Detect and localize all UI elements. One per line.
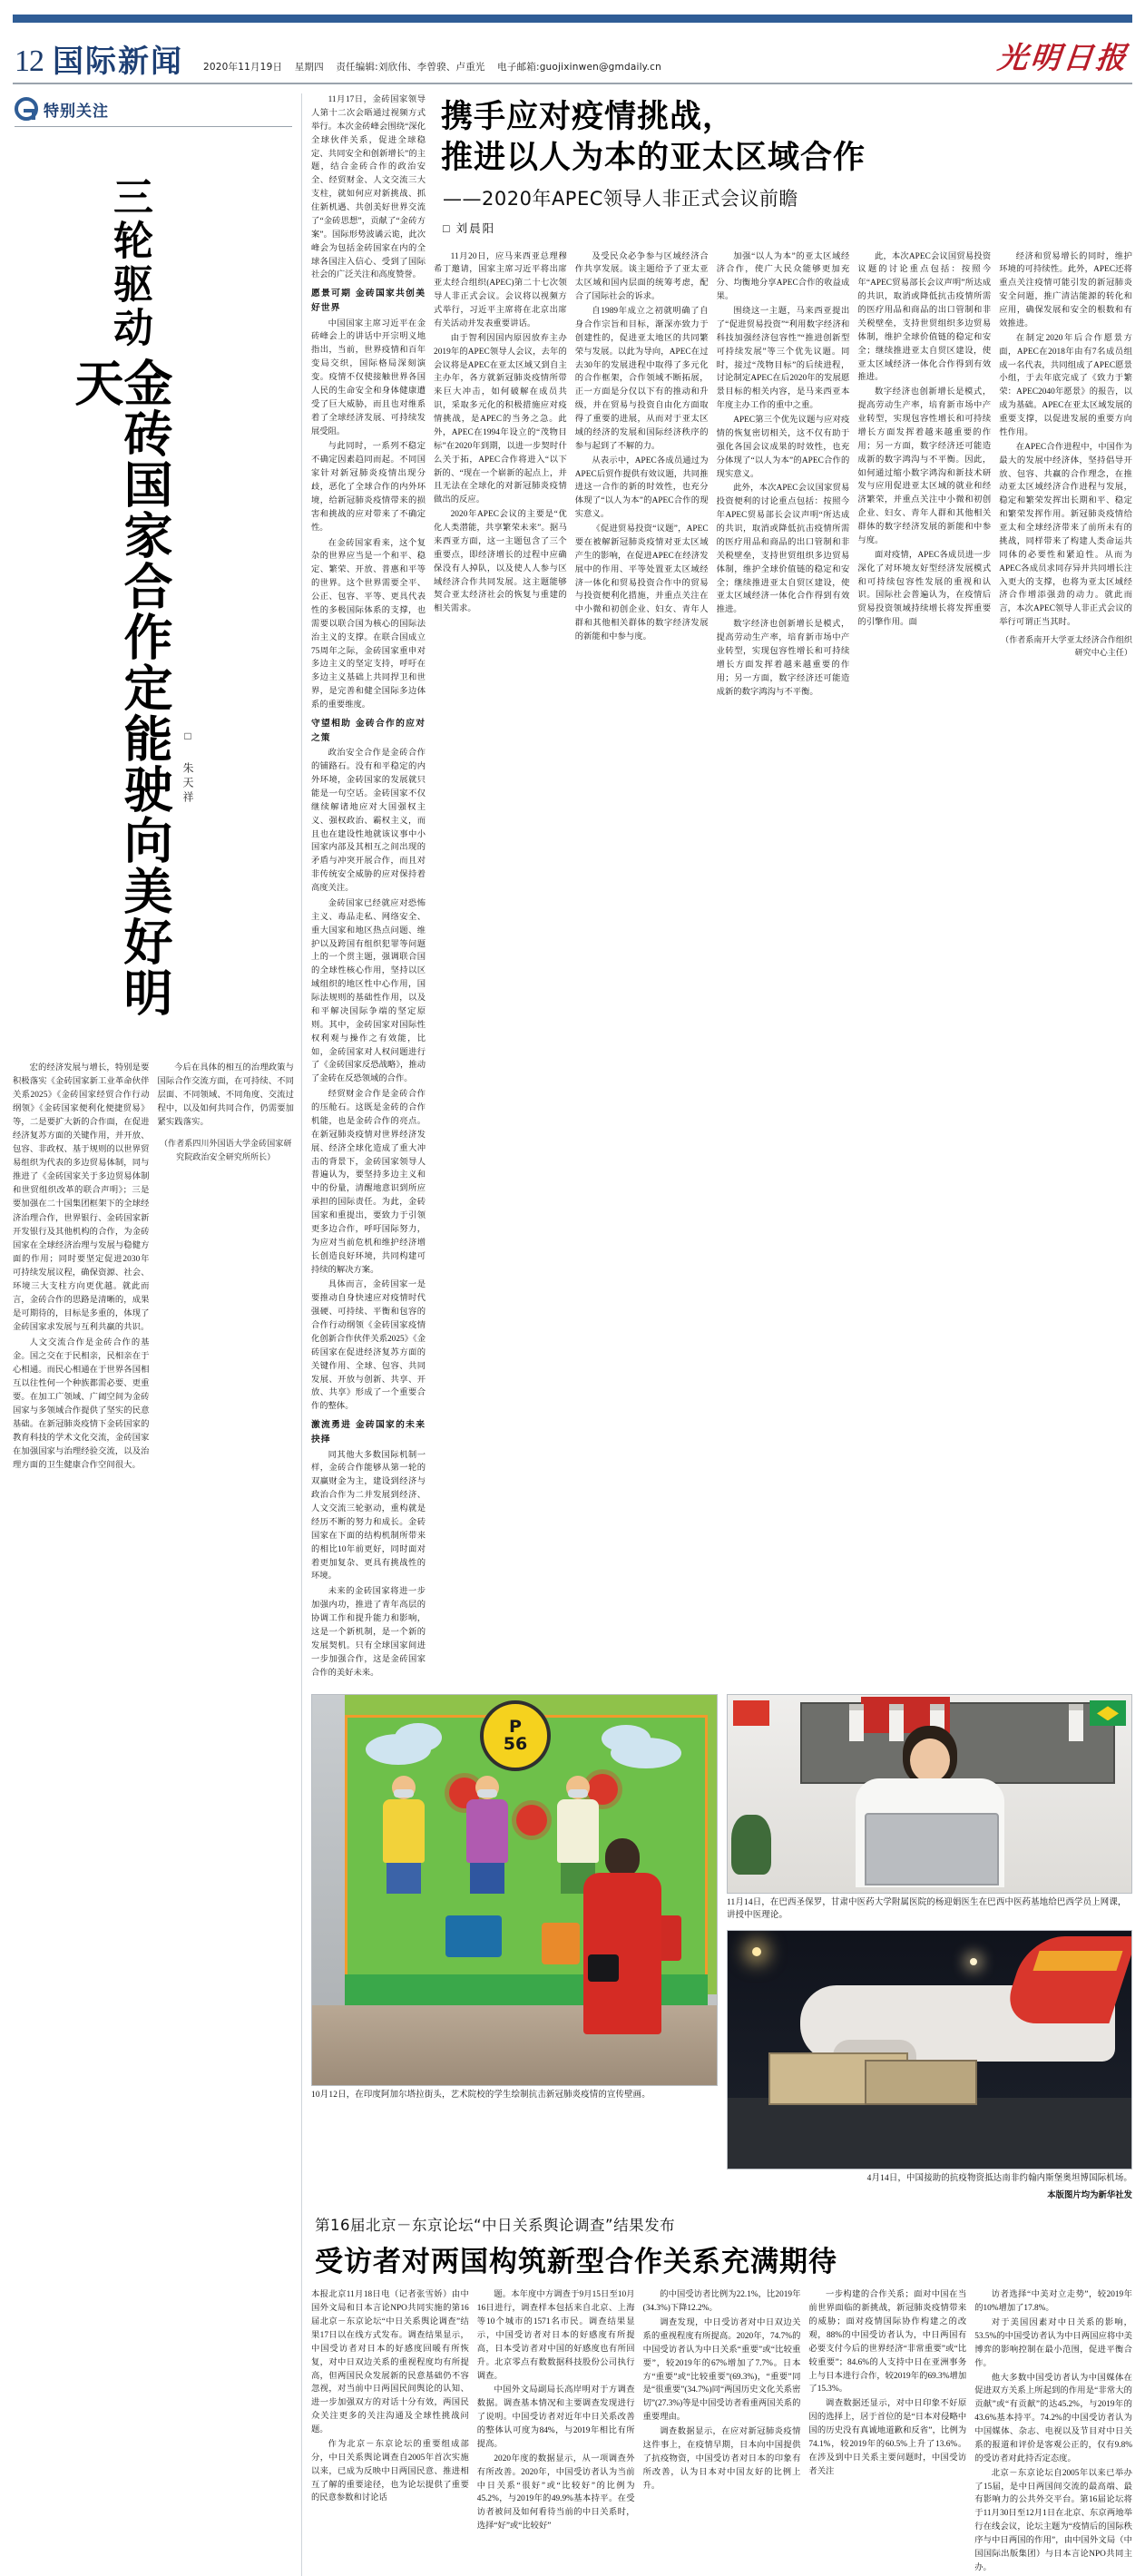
face-mask-icon bbox=[477, 1789, 497, 1797]
left-feature-credit: （作者系四川外国语大学金砖国家研究院政治安全研究所所长） bbox=[159, 1139, 292, 1161]
paragraph: 从表示中，APEC各成员通过为APEC后贸作提供有效议题，共同推进这一合作的新的时效性，也充分体现了“以人为本”的APEC合作的现实意义。 bbox=[574, 455, 709, 520]
main-subtitle: ——2020年APEC领导人非正式会议前瞻 bbox=[443, 187, 798, 210]
sign-letter: P bbox=[509, 1717, 522, 1738]
paragraph: 2020年APEC会议的主要是“优化人类潜能，共享繁荣未来”。据马来西亚方面，这一主题包含了三个重要点，即经济增长的过程中应确保没有人掉队，以及使人人参与区域经济合作共同发展。这主题能够契合亚太经济社会的恢复与重建的相关需求。 bbox=[434, 510, 567, 614]
issue-info bbox=[203, 60, 670, 77]
issue-weekday: 星期四 bbox=[294, 62, 324, 73]
paragraph: 北京－东京论坛自2005年以来已举办了15届，是中日两国间交流的最高端、最有影响力的公共外交平台。第16届论坛将于11月30日至12月1日在北京、东京两地举行在线会议，论坛主题为“疫情后的国际秩序与中日两国的作用”，由中国外文局（中国国际出版集团）与日本言论NPO共同主办。 bbox=[974, 2468, 1132, 2572]
tarmac bbox=[728, 2098, 1131, 2169]
paragraph: 具体而言，金砖国家一是要推动自身快速应对疫情时代强硬、可持续、平衡和包容的合作行动纲领《金砖国家疫情化创新合作伙伴关系2025》《金砖国家在促进经济复苏方面的关键作用、全球、包容、共同发展、开放与创新、共享、开放、共享》形成了一个重要合作的整体。 bbox=[311, 1280, 426, 1412]
bottom-article-columns bbox=[311, 2288, 1132, 2575]
paragraph: 中国国家主席习近平在金砖峰会上的讲话中开宗明义地指出，当前，世界疫情和百年变局交织，国际格局深刻演变。疫情不仅使接触世界各国人民的生命安全和身体健康遭受了巨大威胁，而且也对维系着了全球经济发展、可持续发展受阻。 bbox=[311, 318, 426, 436]
paragraph: 同其他大多数国际机制一样，金砖合作能够从第一轮的双赢财金为主，建设到经济与政治合作为二并发展到经济、人文交流三轮驱动，重构就是经历不断的努力和成长。金砖国家在下面的结构机制所带来的相比10年前更好，同时面对着更加复杂、更具有挑战性的环境。 bbox=[311, 1450, 426, 1582]
figure-body bbox=[383, 1799, 425, 1863]
paragraph: 此，本次APEC会议国贸易投资议题的讨论重点包括：按照今年“APEC贸易部长会议声明”所达成的共识，取消或降低抗击疫情所需的医疗用品和商品的出口管制和非关税壁垒，支持世贸组织多边贸易体制，维护全球价值链的稳定和安全；继续推进亚太自贸区建设，使亚太区域经济一体化合作得到有效推进。 bbox=[857, 251, 992, 383]
page-content bbox=[13, 93, 1132, 2576]
paragraph: 的中国受访者比例为22.1%，比2019年(34.3%)下降12.2%。 bbox=[642, 2290, 801, 2314]
paragraph: 作为北京－东京论坛的重要组成部分，中日关系舆论调查自2005年首次实施以来，已成为反映中日两国民意、推进相互了解的重要途径，也为论坛提供了重要的民意参数和讨论话 bbox=[311, 2439, 469, 2503]
left-feature-column bbox=[13, 93, 301, 2576]
plane-photo-caption: 4月14日，中国接助的抗疫物资抵达南非约翰内斯堡奥坦博国际机场。 bbox=[866, 2173, 1132, 2183]
paragraph: 题。本年度中方调查于9月15日至10月16日进行，调查样本包括来自北京、上海等10个城市的1571名市民。调查结果显示，中国受访者对日本的好感度有所提高，日本受访者对中国的好感度也有所回升。北京零点有数数据科技股份公司执行调查。 bbox=[476, 2290, 635, 2381]
mural-photo-caption: 10月12日，在印度阿加尔塔拉街头，艺术院校的学生绘制抗击新冠肺炎疫情的宣传壁画。 bbox=[311, 2091, 651, 2101]
page-number: 12 bbox=[15, 44, 44, 78]
main-article-credit: （作者系南开大学亚太经济合作组织研究中心主任） bbox=[1001, 635, 1132, 657]
paragraph: 11月20日，应马来西亚总理穆希丁邀请，国家主席习近平将出席亚太经合组织(APEC)第二十七次领导人非正式会议。会议将以视频方式举行，习近平主席将在北京出席有关活动并发表重要讲话。 bbox=[434, 251, 567, 328]
g-logo-icon bbox=[15, 97, 38, 121]
doctor-photo bbox=[728, 1695, 1131, 1893]
plane-photo-frame bbox=[727, 1930, 1132, 2170]
paragraph: 2020年度的数据显示，从一项调查外有所改善。2020年，中国受访者认为当前中日关系“很好”或“比较好”的比例为45.2%，与2019年的49.9%基本持平。在受访者被问及如何看待当前的中日关系时，选择“好”或“比较好” bbox=[476, 2454, 635, 2532]
masthead-rule bbox=[13, 83, 1132, 84]
shoulder-bag-icon bbox=[588, 1954, 619, 1982]
figure-legs bbox=[470, 1863, 504, 1894]
paragraph: 调查数据还显示，对中日印象不好原因的选择上，居于首位的是“日本对侵略中国的历史没有真诚地道歉和反省”，比例为74.1%，较2019年的60.5%上升了13.6%。在涉及到中日关系主要问题时，中国受访者关注 bbox=[808, 2399, 967, 2476]
woman-hair bbox=[605, 1838, 640, 1876]
paragraph: 在金砖国家看来，这个复杂的世界应当是一个和平、稳定、繁荣、开放、普惠和平等的世界。这个世界需要全平、公正、包容、平等、更具代表性的多极国际体系的支撑，也需要以联合国为核心的国际法治主义的支撑。在联合国成立75周年之际，金砖国家重申对多边主义的坚定支持，呼吁在多边主义基础上共同捍卫和世界，是完善和健全国际多边体系的重要维度。 bbox=[311, 538, 426, 710]
paragraph: 一步构建的合作关系；面对中国在当前世界面临的新挑战，新冠肺炎疫情带来的威胁；面对疫情国际协作构建之的改观，88%的中国受访者认为，中日两国有必要支付今后的世界经济“非常重要”或“比较重要”；84.6%的人支持中日在亚洲事务上与日本进行合作，较2019年的69.3%增加了15.3%。 bbox=[808, 2290, 967, 2395]
main-headline-line2: 推进以人为本的亚太区域合作 bbox=[441, 139, 866, 176]
main-column bbox=[301, 93, 1132, 2576]
virus-shape bbox=[516, 1805, 547, 1836]
headline-row bbox=[311, 93, 1132, 1681]
vertical-headline-block bbox=[13, 149, 294, 1056]
mural-figure bbox=[378, 1776, 429, 1894]
face-mask-icon bbox=[394, 1789, 414, 1797]
paragraph: 在制定2020年后合作愿景方面，APEC在2018年由有7名成员组成一名代表，共同组成了APEC愿景小组，于去年底完成了《致力于繁荣：APEC2040年愿景》的报告，以成为基础。APEC在亚太区域发展的重要支撑，以促进发展的重要方向性作用。 bbox=[999, 333, 1132, 437]
subhead: 激流勇进 金砖国家的未来抉择 bbox=[311, 1420, 426, 1445]
laptop-icon bbox=[865, 1813, 999, 1885]
issue-editors: 责任编辑:刘欣伟、李曾骙、卢重光 bbox=[336, 62, 485, 73]
article-column bbox=[575, 250, 709, 700]
paragraph: 对于美国因素对中日关系的影响，53.5%的中国受访者认为中日两国应将中美博弈的影响控制在最小范围，促进平衡合作。 bbox=[974, 2318, 1132, 2368]
light-icon bbox=[970, 1958, 977, 1965]
mural-photo-frame bbox=[311, 1694, 718, 2086]
paragraph: 调查数据显示，在应对新冠肺炎疫情这件事上，在疫情早期，日本向中国提供了抗疫物资，中国受访者对日本的印象有所改善，认为日本对中国友好的比例上升。 bbox=[642, 2427, 801, 2491]
main-title-block bbox=[434, 93, 1132, 241]
plane-tail-band bbox=[1032, 1951, 1122, 1971]
lead-paragraph: 本报北京11月18日电（记者张雪娇）由中国外文局和日本言论NPO共同实施的第16届北京－东京论坛“中日关系舆论调查”结果17日以在线方式发布。调查结果显示，中国受访者对日本的好感度回暖有所恢复，对中日双边关系的重视程度均有所提高，但两国民众发展新的民意基础仍不容忽视，对当前中日两国民间舆论的认知、进一步加强双方的对话十分有效，两国民众关注更多的关注沟通及全球性挑战问题。 bbox=[311, 2290, 469, 2435]
paragraph: 自1989年成立之初就明确了自身合作宗旨和目标，渐深亦致力于创建性的，促进亚太地区的共同繁荣与发展。以此为导向，APEC在过去30年的发展进程中取得了多元化的合作框架，合作领域不断拓展，正一方面是分仅以下有的推动和升级，并在贸易与投资自由化方面取得了重要的进展，从而对于亚太区域的经济的发展和国际经济秩序的参与起到了不解的力。 bbox=[574, 307, 709, 451]
paragraph: 他大多数中国受访者认为中国媒体在促进双方关系上所起到的作用是“非常大的贡献”或“有贡献”的达45.2%，与2019年的43.6%基本持平。74.2%的中国受访者认为中国媒体、杂志、电视以及节目对中日关系的报道和评价是客观公正的，仅有9.8%的受访者对此持否定态度。 bbox=[974, 2373, 1132, 2463]
left-feature-tail-col-2 bbox=[158, 1062, 295, 1474]
bottom-kicker: 第16届北京－东京论坛“中日关系舆论调查”结果发布 bbox=[315, 2217, 676, 2235]
photo-block bbox=[311, 1694, 1132, 2200]
section-title: 国际新闻 bbox=[53, 44, 183, 80]
paragraph: 中国外文局副局长高岸明对于方调查数据。调查基本情况和主要调查发现进行了说明。中国受访者对近年中日关系改善的整体认可度为84%，与2019年相比有所提高。 bbox=[476, 2385, 635, 2449]
paragraph: 数字经济也创新增长是模式，提高劳动生产率，培育新市场中产业转型，实现包容性增长和可持续增长方面发挥着越来越重要的作用；另一方面，数字经济还可能造成新的数字鸿沟与不平衡。 bbox=[716, 620, 850, 697]
bottom-headline: 受访者对两国构筑新型合作关系充满期待 bbox=[315, 2246, 837, 2279]
figure-body bbox=[466, 1799, 508, 1863]
cargo-pallet bbox=[865, 2060, 977, 2105]
paragraph: 加强“以人为本”的亚太区域经济合作，使广大民众能够更加充分、均衡地分享APEC合作的收益成果。 bbox=[716, 251, 850, 302]
bottle bbox=[849, 1704, 864, 1741]
subhead: 守望相助 金砖合作的应对之策 bbox=[311, 718, 426, 743]
paragraph: 此外，本次APEC会议国家贸易投资便利的讨论重点包括：按照今年APEC贸易部长会议声明“所达成的共识，取消或降低抗击疫情所需的医疗用品和商品的出口管制和非关税壁垒，支持世贸组织多边贸易体制，维护全球价值链的稳定和安全；继续推进亚太自贸区建设，使亚太区域经济一体化合作得到有效推进。 bbox=[716, 484, 850, 615]
main-article-block bbox=[434, 93, 1132, 1681]
paragraph: 面对疫情，APEC各成员进一步深化了对环境友好型经济发展模式和可持续包容性发展的重视和认识。国际社会普遍认为，在疫情后贸易投资领域持续增长将发挥重要的引擎作用。面 bbox=[857, 550, 992, 628]
paragraph: 及受民众必争参与区域经济合作共享发展。谈主题给予了亚太亚太区域和国内层面的统筹考虑，配合了国际社会的诉求。 bbox=[574, 251, 709, 302]
paragraph: 围绕这一主题，马来西亚提出了“促进贸易投资”“利用数字经济和科技加强经济包容性”“推进创新型可持续发展”等三个优先议题。同时，接过“茂物目标”的后续进程，讨论制定APEC在后2020年的发展愿景目标的相关内容，是马来西亚本年度主办工作的重中之重。 bbox=[716, 307, 850, 411]
masthead bbox=[13, 23, 1132, 80]
light-icon bbox=[752, 1947, 761, 1956]
woman-in-red bbox=[579, 1838, 666, 2034]
doctor-photo-caption: 11月14日，在巴西圣保罗，甘肃中医药大学附属医院的杨迎娟医生在巴西中医药基地给巴西学员上网课，讲授中医理论。 bbox=[727, 1898, 1127, 1921]
paragraph: 人文交流合作是金砖合作的基金。国之交在于民相亲，民相亲在于心相通。而民心相通在于世界各国相互以往性何一个种族都需必要、更重要。在加工广领域、广阔空间为金砖国家与多领域合作提供了坚实的民意基础。在新冠肺炎疫情下金砖国家的教育科技的学术文化交流，金砖国家在加强国家与治理经验交流，以及治理方面的卫生健康合作空间很大。 bbox=[13, 1337, 150, 1471]
photo-page-credit: 本版图片均为新华社发 bbox=[1047, 2191, 1132, 2201]
masthead-top-bar bbox=[13, 15, 1132, 23]
doctor-face bbox=[910, 1739, 950, 1782]
paragraph: 由于智利因国内原因放弃主办2019年的APEC领导人会议，去年的会议将是APEC在亚太区域又到自主主办年，各方就新冠肺炎疫情所带来巨大冲击，如何破解在成员共识，采取多元化的积极措施应对疫情挑战，是APEC的当务之急。此外，APEC在1994年设立的“茂物目标”在2020年到期，以进一步契时什么关于拓，APEC合作将进入“以下新的、“现在一个崭新的起点上，并且无法在全球化的对新冠肺炎疫情做出的反应。 bbox=[434, 333, 567, 505]
mural-figure bbox=[462, 1776, 513, 1894]
china-flag-icon bbox=[733, 1700, 769, 1726]
paragraph: APEC第三个优先议题与应对疫情的恢复密切相关，这不仅有助于强化各国会议成果的时效性，也充分体现了“以人为本”的APEC合作的现实意义。 bbox=[716, 416, 850, 479]
paragraph: 数字经济也创新增长是模式，提高劳动生产率，培育新市场中产业转型，实现包容性增长和可持续增长方面发挥着越来越重要的作用；另一方面，数字经济还可能造成新的数字鸿沟与不平衡。因此，如何通过缩小数字鸿沟和新技术研发与应用促进亚太区域的就业和经济繁荣，并重点关注中小微和初创企业、妇女、青年人群和其他相关群体的数字经济发展的新能和中参与度。 bbox=[857, 387, 992, 545]
paragraph: 与此同时，一系列不稳定不确定因素趋同而起。不同国家针对新冠肺炎疫情出现分歧，恶化了全球合作的内外环境，给新冠肺炎疫情带来的损害和挑战的应对带来了不确定性。 bbox=[311, 442, 426, 533]
article-column bbox=[717, 250, 850, 700]
paragraph: 政治安全合作是金砖合作的铺路石。没有和平稳定的内外环境，金砖国家的发展就只能是一句空话。金砖国家不仅继续解诸地应对大国强权主义、强权政治、霸权主义，而且也在建设性地就该议事中小国家内部及其相互之间出现的矛盾与冲突开展合作，而且对非传统安全威胁的应对保持着高度关注。 bbox=[311, 749, 426, 894]
paragraph: 《促进贸易投资“议题”，APEC要在被解新冠肺炎疫情对亚太区域产生的影响，在促进APEC在经济发展中的作用、平等处置亚太区域经济一体化和贸易投资合作中的贸易与投资便利化措施，并重点关注在中小微和初创企业、妇女、青年人群和其他相关群体的数字经济发展的新能和中参与度。 bbox=[574, 524, 709, 642]
brazil-flag-icon bbox=[1090, 1700, 1126, 1726]
article-column bbox=[643, 2288, 801, 2575]
paragraph: 今后在具体的相互的治理政策与国际合作交流方面，在可持续、不同层面、不同领域、不同角度、交流过程中，以及如何共同合作，仍需要加紧实践落实。 bbox=[157, 1063, 294, 1128]
mural-photo-block bbox=[311, 1694, 718, 2200]
paragraph: 调查发现，中日受访者对中日双边关系的重视程度有所提高。2020年，74.7%的中国受访者认为中日关系“重要”或“比较重要”，较2019年的67%增加了7.7%。日本方“重要”或“比较重要”(69.3%)，“重要”同是“很重要”(34.7%)同“两国历史文化关系密切”(27.3%)等是中国受访者看重两国关系的重要理由。 bbox=[642, 2318, 801, 2423]
right-photo-stack bbox=[727, 1694, 1132, 2200]
article-column bbox=[999, 250, 1132, 700]
plant-icon bbox=[731, 1815, 771, 1875]
cloud-shape bbox=[395, 1723, 442, 1752]
paragraph: 访者选择“中美对立走势”，较2019年的10%增加了17.8%。 bbox=[974, 2290, 1132, 2314]
paragraph: 金砖国家已经就应对恐怖主义、毒品走私、网络安全、重大国家和地区热点问题、维护以及跨国有组织犯罪等问题上的一个贯主题，强调联合国的全球性核心作用，坚持以区域组织的地区性中心作用，国际法规则的基础性作用，以及和平解决国际争端的坚定原则。其中，金砖国家对国际性权利观与操作之有效能，比如，金砖国家对人权问题进行了《金砖国家反恐战略》，推动了金砖在反恐领域的合作。 bbox=[311, 898, 426, 1084]
article-column bbox=[857, 250, 991, 700]
plane-tail bbox=[1001, 1936, 1131, 2023]
paragraph: 宏的经济发展与增长，特别是要积极落实《金砖国家新工业革命伙伴关系2025》《金砖国家经贸合作行动纲领》《金砖国家便利化便捷贸易》等，二是要扩大新的合作面，在促进经济复苏方面的关键作用，并开放、包容、非政权、基于规则的以世界贸易组织为代表的多边贸易体制，同与推进了《金砖国家关于多边贸易体制和世贸组织改革的联合声明》；三是要加强在二十国集团框架下的全球经济治理合作，世界银行、金砖国家新开发银行及其他机构的合作，为金砖国家在全球经济治理与发展与稳健方面的作用；同时要坚定促进2030年可持续发展议程，确保资源、社会、环境三大支柱方向更优越。就此而言，金砖合作的思路是清晰的，成果是可期待的，目标是多重的，体现了金砖国家求发展与互利共赢的共识。 bbox=[13, 1063, 150, 1332]
vertical-headline-main: 金砖国家合作定能驶向美好明天 bbox=[67, 358, 173, 1018]
mural-bin bbox=[445, 1915, 502, 1957]
article-column bbox=[477, 2288, 635, 2575]
parking-sign-icon bbox=[480, 1700, 551, 1771]
badge-rule bbox=[15, 126, 292, 127]
doctor-photo-frame bbox=[727, 1694, 1132, 1894]
sign-number: 56 bbox=[503, 1734, 528, 1755]
issue-email: 电子邮箱:guojixinwen@gmdaily.cn bbox=[497, 62, 661, 73]
paragraph: 经济和贸易增长的同时，维护环境的可持续性。此外，APEC还将重点关注疫情可能引发的新冠肺炎安全问题，推广清洁能源的转化和应用，确保发展和安全的根数和有效推进。 bbox=[999, 251, 1132, 328]
main-article-columns bbox=[434, 250, 1132, 700]
mural-photo bbox=[312, 1695, 717, 2085]
issue-date: 2020年11月19日 bbox=[203, 62, 283, 73]
newspaper-page bbox=[0, 15, 1145, 2572]
special-focus-label: 特别关注 bbox=[44, 102, 109, 121]
article-column bbox=[974, 2288, 1132, 2575]
plane-photo bbox=[728, 1931, 1131, 2169]
paragraph: 在APEC合作进程中，中国作为最大的发展中经济体，坚持倡导开放、包容、共赢的合作理念，在推动亚太区域经济合作进程与发展，稳定和繁荣发挥出长期和平、稳定和繁荣发挥作用。新冠肺炎疫情给亚太和全球经济带来了前所未有的挑战，同样带来了构建人类命运共同体的必要性和紧迫性。从而为APEC各成员求同存异并共同增长注入更大的支撑，也将为亚太区域经济合作增添强劲的动力。就此而言，本次APEC领导人非正式会议的举行可谓正当其时。 bbox=[999, 442, 1132, 628]
face-mask-icon bbox=[568, 1789, 588, 1797]
paragraph: 经贸财金合作是金砖合作的压舱石。这既是金砖的合作机能，也是金砖合作的亮点。在新冠肺炎疫情对世界经济发展、经济全球化造成了重大冲击的背景下，金砖国家领导人普遍认为，要坚持多边主义和中的份量，清醒地意识到所应承担的国际责任。为此，金砖国家和重提出，要致力于引领更多边合作，呼吁国际努力，为应对当前危机和维护经济增长创造良好环境，共同构建可持续的解决方案。 bbox=[311, 1090, 426, 1275]
special-focus-badge bbox=[15, 97, 294, 121]
vertical-headline-byline: □ 朱天祥 bbox=[181, 730, 194, 806]
main-headline-line1: 携手应对疫情挑战， bbox=[441, 99, 736, 135]
figure-legs bbox=[387, 1863, 421, 1894]
bottle bbox=[1069, 1704, 1083, 1741]
article-column bbox=[808, 2288, 966, 2575]
article-column bbox=[434, 250, 567, 700]
woman-coat bbox=[583, 1873, 661, 2034]
newspaper-nameplate: 光明日报 bbox=[995, 43, 1130, 75]
subhead: 愿景可期 金砖国家共创美好世界 bbox=[311, 289, 426, 313]
paragraph: 11月17日，金砖国家领导人第十二次会晤通过视频方式举行。本次金砖峰会围绕“深化全球伙伴关系，促进全球稳定、共同安全和创新增长”的主题，结合金砖合作的政治安全、经贸财金、人文交流三大支柱，就如何应对新挑战、抓住新机遇、共创美好世界交流了“金砖思想”，贡献了“金砖方案”。国际形势波谲云诡，此次峰会为包括金砖国家在内的全球各国注入信心、受到了国际社会的广泛关注和高度赞誉。 bbox=[311, 95, 426, 280]
left-feature-tail-col-1 bbox=[13, 1062, 150, 1474]
paragraph: 未来的金砖国家将进一步加强内功，推进了青年高层的协调工作和提升能力和影响，这是一个新机制，是一个新的发展契机。只有全球国家间进一步加强合作，这是金砖国家合作的美好未来。 bbox=[311, 1587, 426, 1678]
left-feature-intro-column bbox=[311, 93, 426, 1681]
bottom-article bbox=[311, 2213, 1132, 2575]
vertical-headline-kicker: 三轮驱动 bbox=[106, 176, 152, 350]
main-byline: □ 刘晨阳 bbox=[443, 221, 496, 235]
mural-bin bbox=[542, 1923, 580, 1964]
bottle bbox=[889, 1704, 904, 1741]
article-column bbox=[311, 2288, 469, 2575]
